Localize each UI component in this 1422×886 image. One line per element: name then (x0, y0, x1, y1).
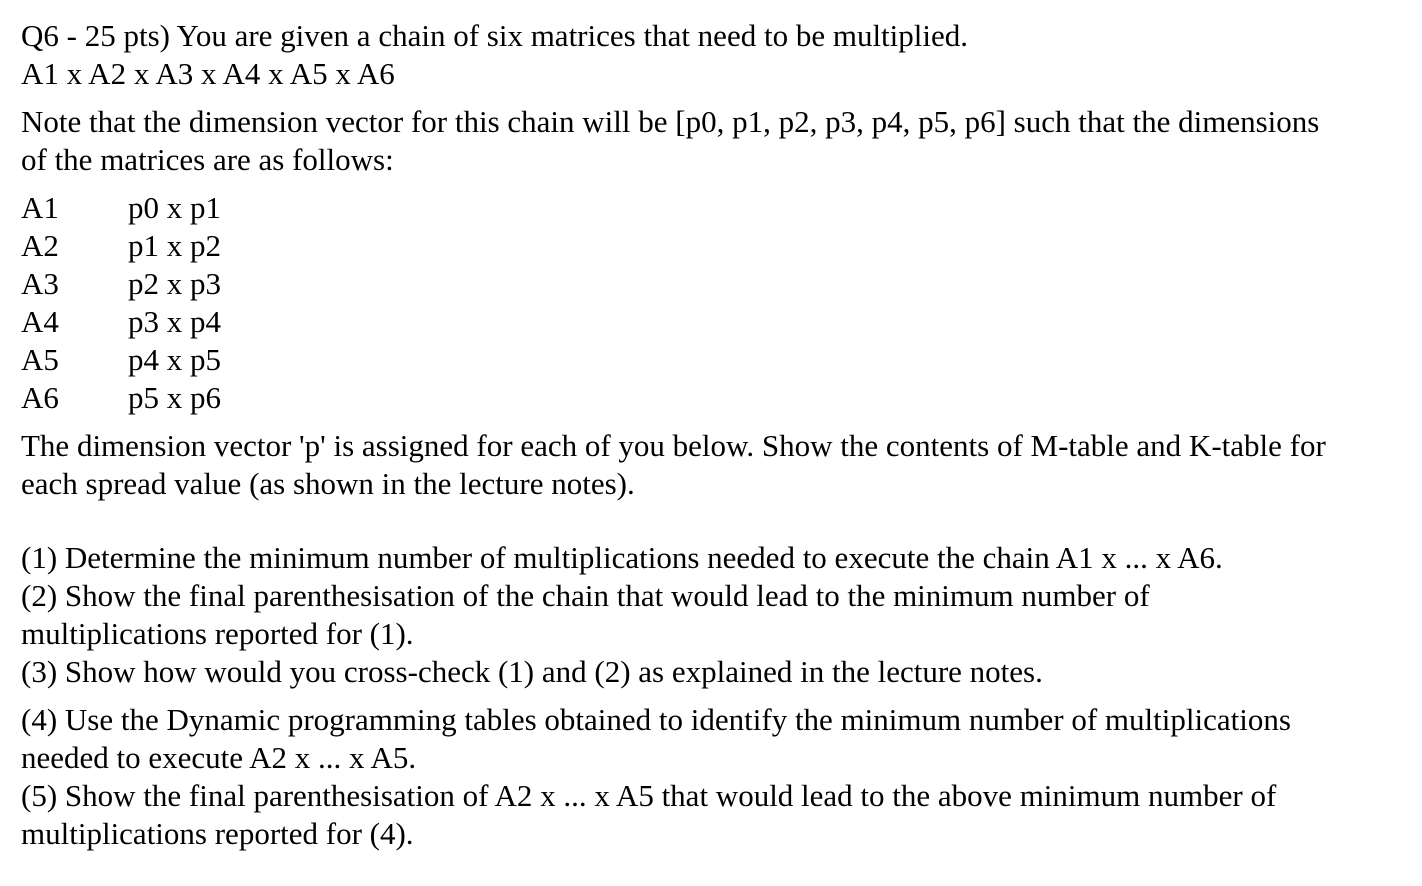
note-paragraph (21, 103, 1421, 179)
matrix-row (21, 379, 1421, 417)
matrix-row (21, 227, 1421, 265)
matrix-name: A2 (21, 228, 59, 263)
matrix-name: A4 (21, 304, 59, 339)
matrix-dimension-table (21, 189, 1421, 417)
question-title: Q6 - 25 pts) You are given a chain of six matrices that need to be multiplied. (21, 18, 969, 53)
question-1: (1) Determine the minimum number of multiplications needed to execute the chain A1 x ... x A6. (21, 540, 1223, 575)
question-header (21, 17, 1421, 93)
instruction-line-1: The dimension vector 'p' is assigned for each of you below. Show the contents of M-table and K-table for (21, 428, 1326, 463)
instruction-paragraph (21, 427, 1421, 503)
matrix-dims: p4 x p5 (128, 342, 221, 377)
matrix-name: A1 (21, 190, 59, 225)
matrix-name: A5 (21, 342, 59, 377)
matrix-chain: A1 x A2 x A3 x A4 x A5 x A6 (21, 56, 395, 91)
question-2-line-1: (2) Show the final parenthesisation of the chain that would lead to the minimum number of (21, 578, 1150, 613)
document-page (21, 17, 1421, 853)
matrix-row (21, 303, 1421, 341)
matrix-dims: p3 x p4 (128, 304, 221, 339)
note-line-1: Note that the dimension vector for this chain will be [p0, p1, p2, p3, p4, p5, p6] such that the dimensions (21, 104, 1320, 139)
question-3: (3) Show how would you cross-check (1) and (2) as explained in the lecture notes. (21, 654, 1043, 689)
instruction-line-2: each spread value (as shown in the lecture notes). (21, 466, 635, 501)
matrix-dims: p1 x p2 (128, 228, 221, 263)
spacer (21, 417, 1421, 427)
spacer (21, 691, 1421, 701)
spacer (21, 93, 1421, 103)
question-4-line-1: (4) Use the Dynamic programming tables obtained to identify the minimum number of multiplications (21, 702, 1291, 737)
matrix-dims: p2 x p3 (128, 266, 221, 301)
matrix-name: A6 (21, 380, 59, 415)
matrix-row (21, 341, 1421, 379)
question-4-line-2: needed to execute A2 x ... x A5. (21, 740, 417, 775)
matrix-row (21, 189, 1421, 227)
spacer (21, 179, 1421, 189)
question-2-line-2: multiplications reported for (1). (21, 616, 414, 651)
question-5-line-1: (5) Show the final parenthesisation of A2 x ... x A5 that would lead to the above minimum number of (21, 778, 1277, 813)
question-list (21, 539, 1421, 853)
question-5-line-2: multiplications reported for (4). (21, 816, 414, 851)
spacer (21, 503, 1421, 539)
matrix-name: A3 (21, 266, 59, 301)
note-line-2: of the matrices are as follows: (21, 142, 394, 177)
matrix-row (21, 265, 1421, 303)
matrix-dims: p5 x p6 (128, 380, 221, 415)
matrix-dims: p0 x p1 (128, 190, 221, 225)
